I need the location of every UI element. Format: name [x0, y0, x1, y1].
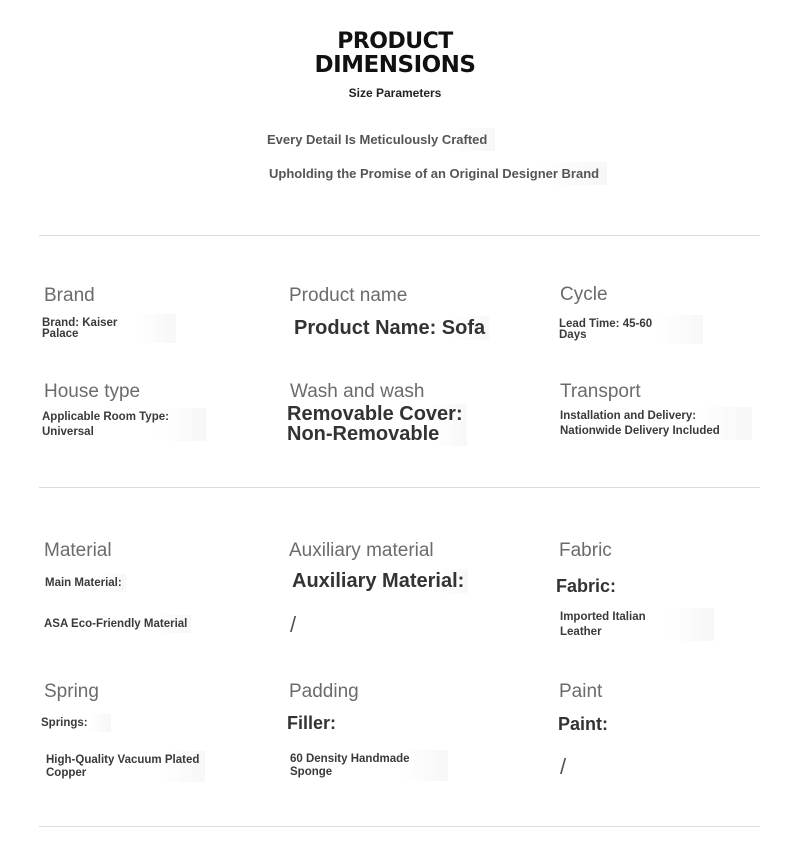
wash-value-line1: Removable Cover:: [287, 403, 463, 425]
spring-label: Spring: [44, 681, 99, 702]
material-value: ASA Eco-Friendly Material: [40, 615, 191, 633]
product-name-label: Product name: [289, 285, 408, 306]
auxiliary-key: Auxiliary Material:: [288, 569, 468, 593]
cycle-label: Cycle: [560, 284, 608, 305]
spring-key: Springs:: [37, 714, 111, 732]
spring-value: [42, 751, 205, 782]
divider-bottom: [39, 826, 760, 827]
fabric-label: Fabric: [559, 540, 612, 561]
fabric-key: Fabric:: [556, 576, 617, 596]
material-key: Main Material:: [41, 574, 126, 592]
spring-value-line2: Copper: [46, 767, 87, 779]
page-title-line2: DIMENSIONS: [314, 52, 476, 78]
paint-value: /: [560, 754, 567, 779]
divider-middle: [39, 487, 760, 488]
padding-label: Padding: [289, 681, 359, 702]
fabric-value-line2: Leather: [560, 626, 602, 638]
house-type-label: House type: [44, 381, 141, 402]
material-label: Material: [44, 540, 112, 561]
padding-value: [286, 750, 448, 781]
wash-value: [283, 404, 467, 446]
product-name-value: Product Name: Sofa: [290, 316, 489, 340]
transport-label: Transport: [560, 381, 641, 402]
auxiliary-label: Auxiliary material: [289, 540, 434, 561]
wash-value-line2: Non-Removable: [287, 423, 440, 445]
fabric-value-line1: Imported Italian: [560, 611, 646, 623]
page-subtitle: Size Parameters: [348, 86, 442, 100]
fabric-value: [556, 608, 714, 641]
paint-label: Paint: [559, 681, 603, 702]
padding-value-line1: 60 Density Handmade: [290, 753, 410, 765]
divider-top: [39, 235, 760, 236]
page-title-line1: PRODUCT: [337, 29, 453, 54]
tagline-promise: Upholding the Promise of an Original Designer Brand: [261, 162, 607, 185]
brand-label: Brand: [44, 285, 95, 306]
tagline-detail: Every Detail Is Meticulously Crafted: [259, 128, 495, 151]
transport-value-line2: Nationwide Delivery Included: [560, 425, 720, 437]
auxiliary-value: /: [290, 612, 297, 637]
spring-value-line1: High-Quality Vacuum Plated: [46, 754, 200, 766]
transport-value: [556, 407, 752, 440]
house-type-value-line1: Applicable Room Type:: [42, 411, 169, 423]
house-type-value-line2: Universal: [42, 426, 94, 438]
cycle-value-line2: Days: [559, 329, 587, 341]
padding-value-line2: Sponge: [290, 766, 333, 778]
house-type-value: [38, 408, 206, 441]
wash-label: Wash and wash: [290, 381, 425, 402]
transport-value-line1: Installation and Delivery:: [560, 410, 697, 422]
paint-key: Paint:: [558, 714, 609, 734]
cycle-value: [555, 315, 703, 344]
padding-key: Filler:: [287, 713, 337, 733]
brand-value: [38, 314, 176, 343]
brand-value-line2: Palace: [42, 328, 79, 340]
cycle-value-line1: Lead Time: 45-60: [559, 318, 653, 330]
brand-value-line1: Brand: Kaiser: [42, 317, 118, 329]
